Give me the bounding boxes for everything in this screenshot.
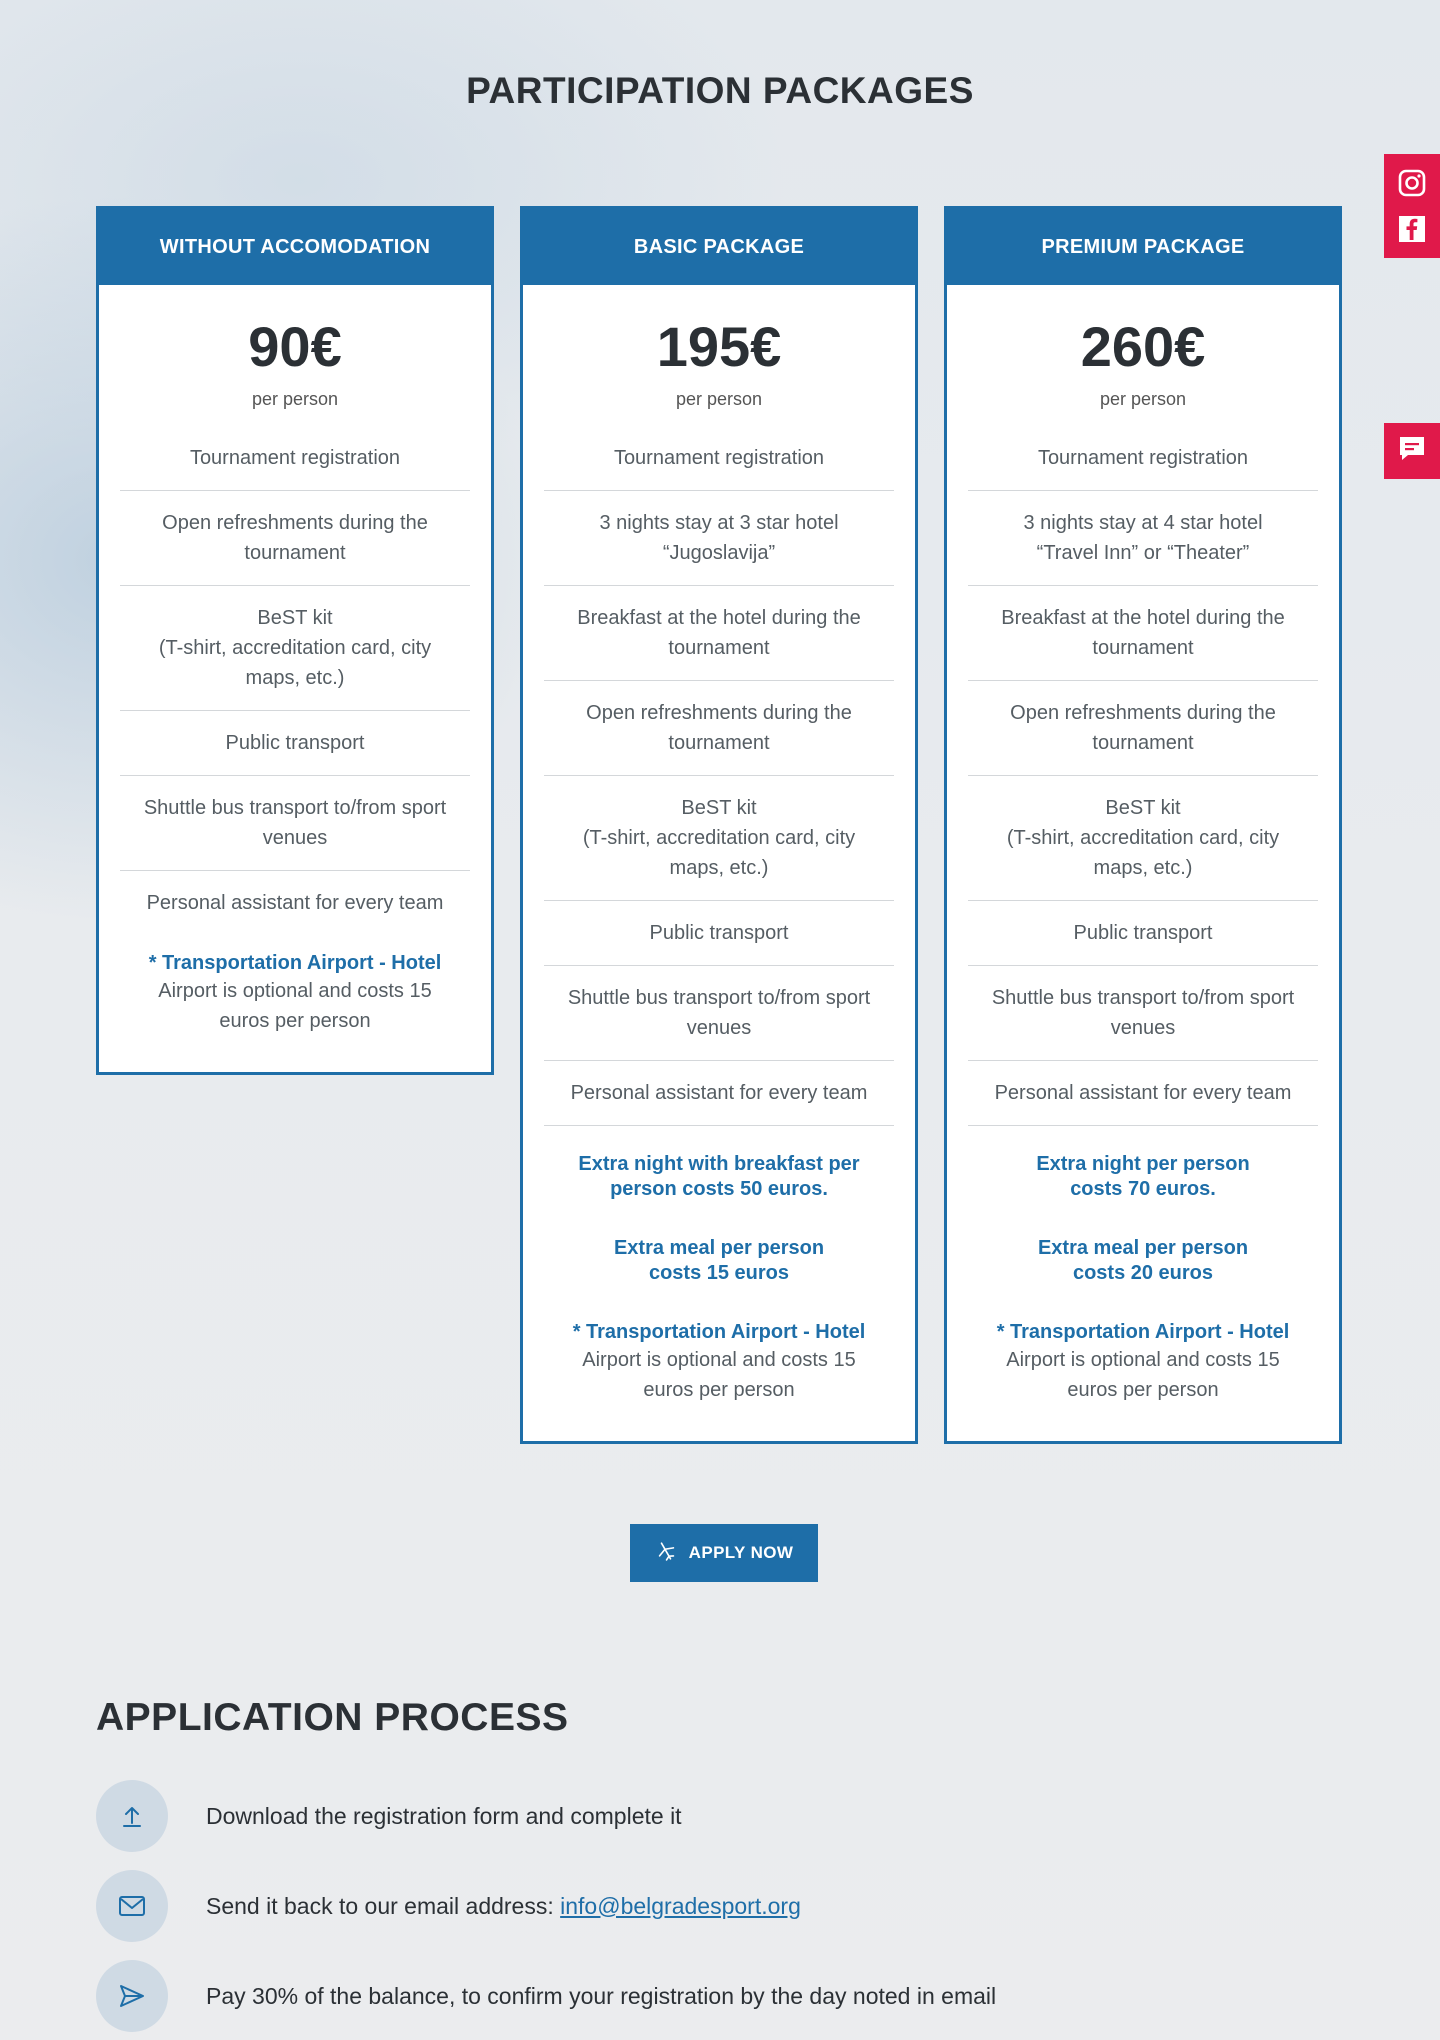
instagram-icon[interactable] [1397, 168, 1427, 198]
mail-icon [96, 1870, 168, 1942]
feature-list [968, 426, 1318, 1126]
feature-item: BeST kit (T-shirt, accreditation card, city maps, etc.) [544, 776, 894, 901]
package-price: 260€ [1080, 315, 1206, 378]
feature-item: Breakfast at the hotel during the tournament [544, 586, 894, 681]
package-card-without-accommodation [96, 206, 494, 1075]
package-price: 90€ [248, 315, 342, 378]
chat-button[interactable] [1384, 423, 1440, 479]
chat-icon [1397, 434, 1427, 469]
feature-item: Tournament registration [544, 426, 894, 491]
package-notes [99, 935, 491, 1072]
extra-meal-note: Extra meal per person costs 20 euros [1037, 1237, 1249, 1284]
transport-note-text: Airport is optional and costs 15 euros per person [158, 980, 432, 1032]
apply-now-button[interactable] [630, 1524, 818, 1582]
plane-icon [655, 1540, 677, 1567]
feature-list [544, 426, 894, 1126]
transport-note-title: * Transportation Airport - Hotel [996, 1321, 1290, 1343]
package-notes [523, 1126, 915, 1441]
feature-item: Shuttle bus transport to/from sport venues [544, 966, 894, 1061]
package-title: WITHOUT ACCOMODATION [99, 209, 491, 285]
feature-list [120, 426, 470, 935]
feature-item: Public transport [544, 901, 894, 966]
feature-item: 3 nights stay at 3 star hotel “Jugoslavija” [544, 491, 894, 586]
package-price: 195€ [656, 315, 782, 378]
price-unit: per person [1099, 389, 1187, 409]
apply-now-label: APPLY NOW [688, 1543, 794, 1562]
process-step [96, 1870, 801, 1942]
facebook-icon[interactable] [1397, 214, 1427, 244]
feature-item: Personal assistant for every team [146, 892, 444, 914]
price-unit: per person [675, 389, 763, 409]
transport-note-text: Airport is optional and costs 15 euros per person [582, 1349, 856, 1401]
feature-item: Personal assistant for every team [968, 1061, 1318, 1126]
extra-night-note: Extra night with breakfast per person costs 50 euros. [578, 1153, 860, 1200]
upload-icon [96, 1780, 168, 1852]
package-title: BASIC PACKAGE [523, 209, 915, 285]
feature-item: Breakfast at the hotel during the tournament [968, 586, 1318, 681]
feature-item: BeST kit (T-shirt, accreditation card, city maps, etc.) [968, 776, 1318, 901]
package-card-basic [520, 206, 918, 1444]
step-text-label: Send it back to our email address: [206, 1892, 561, 1919]
page-title: PARTICIPATION PACKAGES [466, 70, 974, 111]
feature-item: Open refreshments during the tournament [120, 491, 470, 586]
step-text: Download the registration form and complete it [206, 1802, 682, 1829]
process-title: APPLICATION PROCESS [96, 1696, 569, 1739]
feature-item: Open refreshments during the tournament [968, 681, 1318, 776]
process-step [96, 1780, 682, 1852]
feature-item: Tournament registration [120, 426, 470, 491]
feature-item: Shuttle bus transport to/from sport venues [968, 966, 1318, 1061]
transport-note-text: Airport is optional and costs 15 euros per person [1006, 1349, 1280, 1401]
social-strip [1384, 154, 1440, 258]
step-text: Pay 30% of the balance, to confirm your registration by the day noted in email [206, 1982, 997, 2009]
transport-note-title: * Transportation Airport - Hotel [572, 1321, 866, 1343]
extra-night-note: Extra night per person costs 70 euros. [1036, 1153, 1250, 1200]
package-card-premium [944, 206, 1342, 1444]
package-notes [947, 1126, 1339, 1441]
step-text [206, 1893, 801, 1920]
send-icon [96, 1960, 168, 2032]
extra-meal-note: Extra meal per person costs 15 euros [613, 1237, 825, 1284]
email-link[interactable]: info@belgradesport.org [560, 1892, 801, 1919]
feature-item: Public transport [968, 901, 1318, 966]
transport-note-title: * Transportation Airport - Hotel [148, 952, 442, 974]
package-title: PREMIUM PACKAGE [947, 209, 1339, 285]
feature-item: BeST kit (T-shirt, accreditation card, city maps, etc.) [120, 586, 470, 711]
process-step [96, 1960, 996, 2032]
price-unit: per person [251, 389, 339, 409]
feature-item: Shuttle bus transport to/from sport venues [120, 776, 470, 871]
feature-item: Open refreshments during the tournament [544, 681, 894, 776]
feature-item: Public transport [120, 711, 470, 776]
feature-item: Personal assistant for every team [544, 1061, 894, 1126]
feature-item: 3 nights stay at 4 star hotel “Travel Inn” or “Theater” [968, 491, 1318, 586]
feature-item: Tournament registration [968, 426, 1318, 491]
